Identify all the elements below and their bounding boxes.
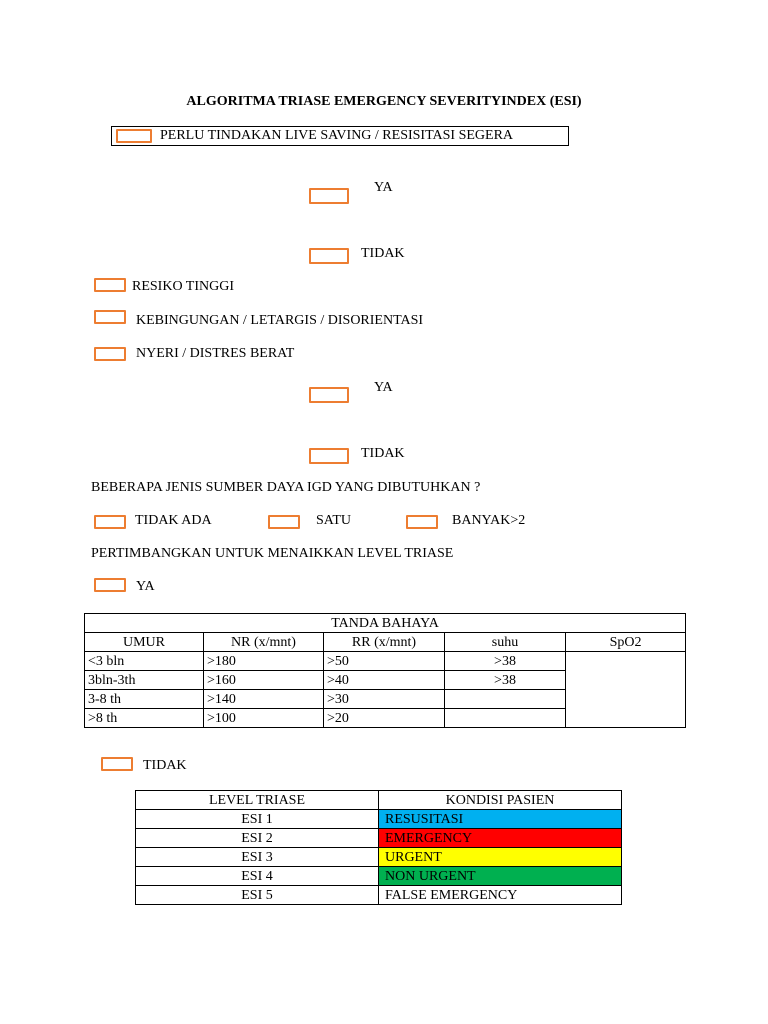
cell-nr: >160 — [204, 671, 324, 690]
cell-umur: >8 th — [85, 709, 204, 728]
table-row — [85, 652, 686, 671]
q1-yes-label: YA — [374, 180, 393, 195]
header-umur: UMUR — [85, 633, 204, 652]
resources-question: BEBERAPA JENIS SUMBER DAYA IGD YANG DIBUTUHKAN ? — [91, 480, 481, 495]
cell-suhu — [445, 690, 566, 709]
kondisi-cell: EMERGENCY — [379, 829, 622, 848]
resource-many-checkbox[interactable] — [406, 515, 438, 529]
cell-umur: <3 bln — [85, 652, 204, 671]
q1-no-label: TIDAK — [361, 246, 405, 261]
cell-nr: >180 — [204, 652, 324, 671]
risk-no-label: TIDAK — [361, 446, 405, 461]
risk-yes-label: YA — [374, 380, 393, 395]
cell-rr: >50 — [324, 652, 445, 671]
resource-one-checkbox[interactable] — [268, 515, 300, 529]
consider-yes-label: YA — [136, 579, 155, 594]
level-cell: ESI 1 — [136, 810, 379, 829]
kondisi-cell: URGENT — [379, 848, 622, 867]
resource-none-label: TIDAK ADA — [135, 513, 212, 528]
cell-rr: >40 — [324, 671, 445, 690]
resource-one-label: SATU — [316, 513, 352, 528]
header-nr: NR (x/mnt) — [204, 633, 324, 652]
consider-yes-checkbox[interactable] — [94, 578, 126, 592]
header-spo2: SpO2 — [566, 633, 686, 652]
header-kondisi-pasien: KONDISI PASIEN — [379, 791, 622, 810]
cell-suhu: >38 — [445, 671, 566, 690]
table-row — [136, 848, 622, 867]
risk-high-checkbox[interactable] — [94, 278, 126, 292]
triage-level-table — [135, 790, 622, 905]
document-title: ALGORITMA TRIASE EMERGENCY SEVERITYINDEX (ESI) — [186, 94, 582, 109]
consider-no-checkbox[interactable] — [101, 757, 133, 771]
q1-yes-checkbox[interactable] — [309, 188, 349, 204]
confusion-label: KEBINGUNGAN / LETARGIS / DISORIENTASI — [136, 313, 424, 328]
consider-label: PERTIMBANGKAN UNTUK MENAIKKAN LEVEL TRIASE — [91, 546, 454, 561]
header-suhu: suhu — [445, 633, 566, 652]
risk-high-label: RESIKO TINGGI — [132, 279, 235, 294]
consider-no-label: TIDAK — [143, 758, 187, 773]
cell-umur: 3-8 th — [85, 690, 204, 709]
cell-umur: 3bln-3th — [85, 671, 204, 690]
table-row — [136, 886, 622, 905]
level-cell: ESI 3 — [136, 848, 379, 867]
cell-suhu — [445, 709, 566, 728]
cell-suhu: >38 — [445, 652, 566, 671]
cell-rr: >30 — [324, 690, 445, 709]
table-row — [136, 867, 622, 886]
confusion-checkbox[interactable] — [94, 310, 126, 324]
table-row — [136, 829, 622, 848]
level-cell: ESI 5 — [136, 886, 379, 905]
resource-none-checkbox[interactable] — [94, 515, 126, 529]
cell-nr: >100 — [204, 709, 324, 728]
risk-no-checkbox[interactable] — [309, 448, 349, 464]
pain-label: NYERI / DISTRES BERAT — [136, 346, 295, 361]
resource-many-label: BANYAK>2 — [452, 513, 526, 528]
risk-yes-checkbox[interactable] — [309, 387, 349, 403]
table-row — [136, 810, 622, 829]
danger-table-title: TANDA BAHAYA — [85, 614, 686, 633]
q1-no-checkbox[interactable] — [309, 248, 349, 264]
cell-spo2 — [566, 652, 686, 728]
live-saving-label: PERLU TINDAKAN LIVE SAVING / RESISITASI SEGERA — [160, 128, 514, 143]
pain-checkbox[interactable] — [94, 347, 126, 361]
kondisi-cell: NON URGENT — [379, 867, 622, 886]
level-cell: ESI 2 — [136, 829, 379, 848]
level-cell: ESI 4 — [136, 867, 379, 886]
kondisi-cell: FALSE EMERGENCY — [379, 886, 622, 905]
header-rr: RR (x/mnt) — [324, 633, 445, 652]
header-level-triase: LEVEL TRIASE — [136, 791, 379, 810]
live-saving-checkbox[interactable] — [116, 129, 152, 143]
kondisi-cell: RESUSITASI — [379, 810, 622, 829]
cell-rr: >20 — [324, 709, 445, 728]
danger-signs-table — [84, 613, 686, 728]
cell-nr: >140 — [204, 690, 324, 709]
